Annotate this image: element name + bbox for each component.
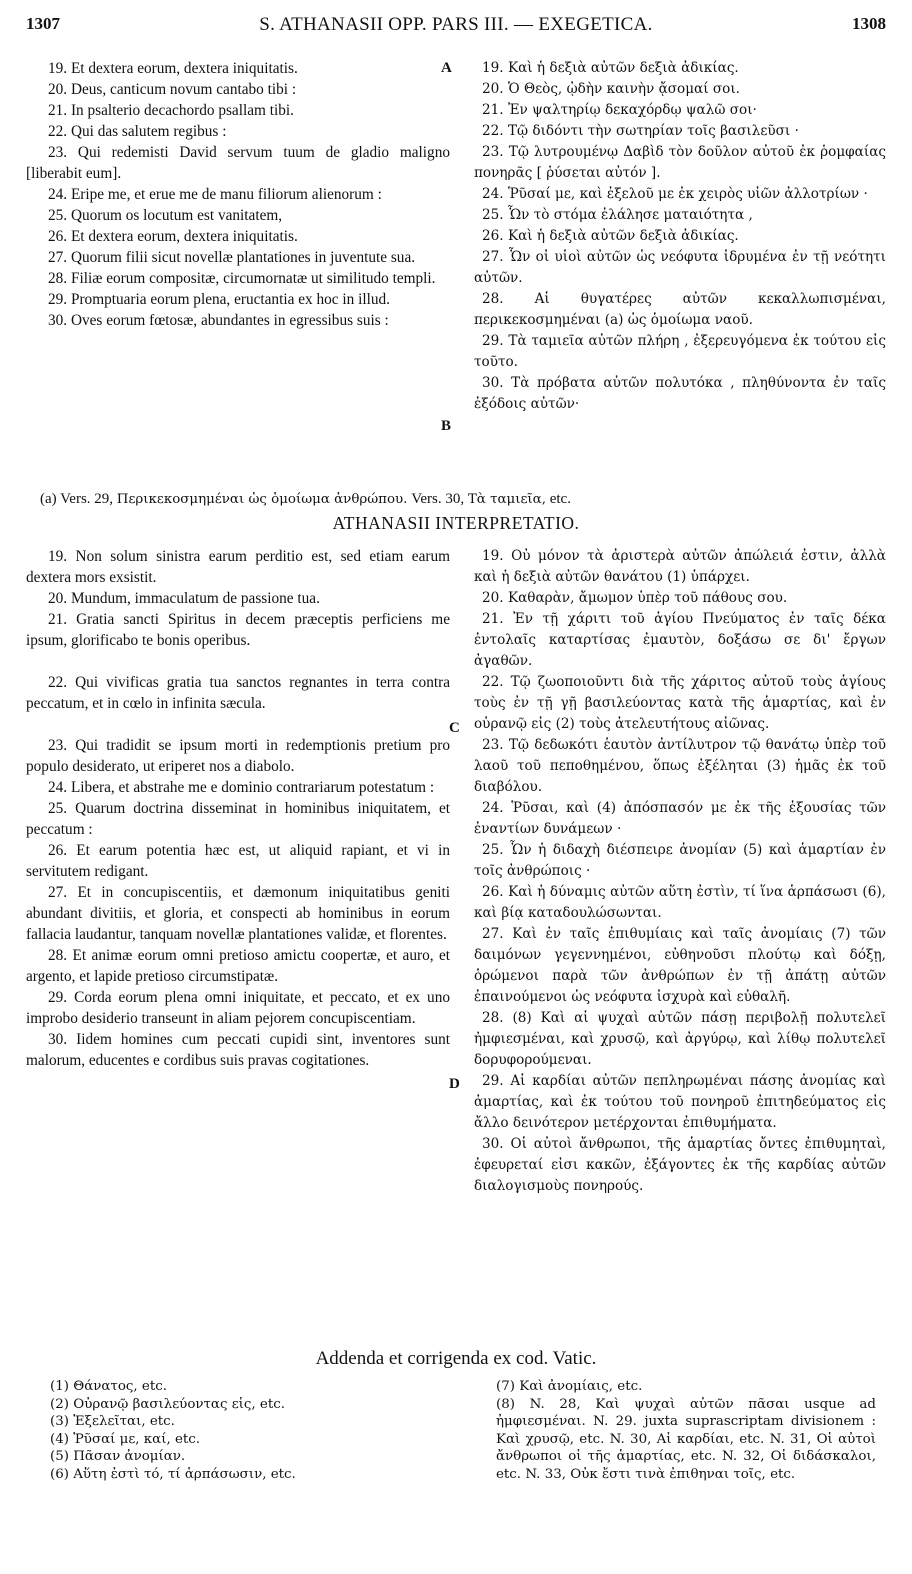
greek-verse-24: 24. Ῥῦσαί με, καὶ ἐξελοῦ με ἐκ χειρὸς υἱῶν ἀλλοτρίων ·	[482, 186, 868, 202]
latin-verse-30: 30. Oves eorum fœtosæ, abundantes in egressibus suis :	[48, 312, 389, 329]
addenda-note-2: (2) Οὐρανῷ βασιλεύοντας εἰς, etc.	[50, 1396, 285, 1412]
addenda-section	[50, 1378, 886, 1483]
greek-verse-21: 21. Ἐν ψαλτηρίῳ δεκαχόρδῳ ψαλῶ σοι·	[482, 102, 757, 118]
addenda-note-8: (8) N. 28, Καὶ ψυχαὶ αὐτῶν πᾶσαι usque ad ἠμφιεσμέναι. N. 29. juxta suprascriptam divisionem : Καὶ χρυσῷ, etc. N. 30, Αἱ καρδίαι, etc. N. 31, Οἱ αὐτοὶ ἄνθρωποι οἱ τῆς ἁμαρτίας, etc. N. 32, Οἱ διδάσκαλοι, etc. N. 33, Οὐκ ἔστι τινὰ ἐπιθηναι τοῖς, etc.	[496, 1396, 876, 1482]
footnote-a-greek-1: Περικεκοσμημέναι ὡς ὁμοίωμα ἀνθρώπου.	[116, 492, 408, 507]
footnote-a	[40, 489, 886, 510]
greek-column	[474, 58, 886, 415]
latin-verse-26: 26. Et dextera eorum, dextera iniquitatis.	[48, 228, 298, 245]
footnote-a-mid: Vers. 30,	[411, 491, 465, 507]
interp-latin-29: 29. Corda eorum plena omni iniquitate, et peccato, et ex uno improbo desiderio transeunt in aliam pejorem concupiscentiam.	[26, 989, 450, 1027]
page-header	[26, 14, 886, 40]
margin-letter-c: C	[449, 720, 460, 736]
greek-verse-23: 23. Τῷ λυτρουμένῳ Δαβὶδ τὸν δοῦλον αὐτοῦ ἐκ ῥομφαίας πονηρᾶς [ ῥύσεται αὐτόν ].	[474, 144, 886, 181]
interp-latin-19: 19. Non solum sinistra earum perditio est, sed etiam earum dextera mors exsistit.	[26, 548, 450, 586]
latin-verse-28: 28. Filiæ eorum compositæ, circumornatæ ut similitudo templi.	[48, 270, 436, 287]
addenda-left-column	[50, 1378, 462, 1483]
latin-verse-25: 25. Quorum os locutum est vanitatem,	[48, 207, 283, 224]
interp-latin-27: 27. Et in concupiscentiis, et dæmonum iniquitatibus geniti abundant divitiis, et gloria, et conspecti ab hominibus in eorum fallacia laudantur, tanquam novellæ plantationes validæ, et florentes.	[26, 884, 450, 943]
addenda-note-5: (5) Πᾶσαν ἀνομίαν.	[50, 1449, 186, 1464]
addenda-right-column	[496, 1378, 876, 1483]
interp-greek-29: 29. Αἱ καρδίαι αὐτῶν πεπληρωμέναι πάσης ἀνομίας καὶ ἁμαρτίας, καὶ ἐκ τούτου τοῦ πονηροῦ ἐπιτηδεύματος εἰς ἄλλο δεινότερον μετέρχονται ἐπιθυμήματα.	[474, 1073, 886, 1131]
greek-verse-19: 19. Καὶ ἡ δεξιὰ αὐτῶν δεξιὰ ἀδικίας.	[482, 60, 739, 76]
interp-latin-21: 21. Gratia sancti Spiritus in decem præceptis perficiens me ipsum, glorificabo te bonis operibus.	[26, 611, 450, 649]
interp-greek-24: 24. Ῥῦσαι, καὶ (4) ἀπόσπασόν με ἐκ τῆς ἐξουσίας τῶν ἐναντίων δυνάμεων ·	[474, 800, 886, 837]
footnote-a-greek-2: Τὰ ταμιεῖα,	[467, 492, 546, 507]
interp-greek-21: 21. Ἐν τῇ χάριτι τοῦ ἁγίου Πνεύματος ἐν ταῖς δέκα ἐντολαῖς καταρτίσας ἐμαυτὸν, δοξάσω σε δι' ἔργων ἀγαθῶν.	[474, 611, 886, 669]
interp-greek-20: 20. Καθαρὰν, ἄμωμον ὑπὲρ τοῦ πάθους σου.	[482, 590, 788, 606]
latin-verse-23: 23. Qui redemisti David servum tuum de gladio maligno [liberabit eum].	[26, 144, 450, 182]
greek-verse-25: 25. Ὧν τὸ στόμα ἐλάλησε ματαιότητα ,	[482, 207, 753, 223]
greek-verse-30: 30. Τὰ πρόβατα αὐτῶν πολυτόκα , πληθύνοντα ἐν ταῖς ἐξόδοις αὐτῶν·	[474, 375, 886, 412]
interp-latin-22: 22. Qui vivificas gratia tua sanctos regnantes in terra contra peccatum, et in cœlo in infinita sæcula.	[26, 674, 450, 712]
page-number-left: 1307	[26, 14, 60, 33]
greek-verse-26: 26. Καὶ ἡ δεξιὰ αὐτῶν δεξιὰ ἀδικίας.	[482, 228, 739, 244]
interpretatio-latin-column	[26, 546, 450, 1197]
interp-latin-23: 23. Qui tradidit se ipsum morti in redemptionis pretium pro populo desiderato, ut eriperet nos a diabolo.	[26, 737, 450, 775]
interp-greek-27: 27. Καὶ ἐν ταῖς ἐπιθυμίαις καὶ ταῖς ἀνομίαις (7) τῶν δαιμόνων γεγεννημένοι, εὐθηνοῦσι πλούτῳ καὶ δόξῃ, ὁρώμενοι παρὰ τῶν ἀνθρώπων ἐν τῇ ἀπάτῃ αὐτῶν ἐπαινούμενοι ὡς νεόφυτα ἰσχυρὰ καὶ εὐθαλῆ.	[474, 926, 886, 1005]
interp-greek-23: 23. Τῷ δεδωκότι ἑαυτὸν ἀντίλυτρον τῷ θανάτῳ ὑπὲρ τοῦ λαοῦ τοῦ πεποθημένου, ὅπως ἐξέληται (3) ἡμᾶς ἐκ τοῦ διαβόλου.	[474, 737, 886, 795]
latin-verse-29: 29. Promptuaria eorum plena, eructantia ex hoc in illud.	[48, 291, 390, 308]
interp-greek-26: 26. Καὶ ἡ δύναμις αὐτῶν αὕτη ἐστὶν, τί ἵνα ἁρπάσωσι (6), καὶ βίᾳ καταδουλώσωνται.	[474, 884, 886, 921]
interp-latin-30: 30. Iidem homines cum peccati cupidi sint, inventores sunt malorum, educentes e cordibus suis pravas cogitationes.	[26, 1031, 450, 1069]
latin-verse-22: 22. Qui das salutem regibus :	[48, 123, 227, 140]
interpretatio-title: ATHANASII INTERPRETATIO.	[332, 513, 580, 533]
running-title: S. ATHANASII OPP. PARS III. — EXEGETICA.	[259, 14, 653, 35]
greek-verse-22: 22. Τῷ διδόντι τὴν σωτηρίαν τοῖς βασιλεῦσι ·	[482, 123, 799, 139]
addenda-note-6: (6) Αὕτη ἐστὶ τό, τί ἁρπάσωσιν, etc.	[50, 1466, 296, 1482]
interpretatio-section	[26, 546, 886, 1197]
footnote-a-prefix: (a) Vers. 29,	[40, 491, 114, 507]
interp-greek-19: 19. Οὐ μόνον τὰ ἀριστερὰ αὐτῶν ἀπώλειά ἐστιν, ἀλλὰ καὶ ἡ δεξιὰ αὐτῶν θανάτου (1) ὑπάρχει.	[474, 548, 886, 585]
latin-column	[26, 58, 450, 415]
latin-verse-19: 19. Et dextera eorum, dextera iniquitatis.	[48, 60, 298, 77]
addenda-note-4: (4) Ῥῦσαί με, καί, etc.	[50, 1431, 201, 1447]
addenda-title: Addenda et corrigenda ex cod. Vatic.	[315, 1348, 597, 1369]
latin-verse-24: 24. Eripe me, et erue me de manu filiorum alienorum :	[48, 186, 382, 203]
interp-latin-28: 28. Et animæ eorum omni pretioso amictu coopertæ, et auro, et argento, et lapide pretioso circumstipatæ.	[26, 947, 450, 985]
addenda-note-1: (1) Θάνατος, etc.	[50, 1379, 167, 1394]
page-number-right: 1308	[852, 14, 886, 33]
latin-verse-20: 20. Deus, canticum novum cantabo tibi :	[48, 81, 297, 98]
psalm-section	[26, 58, 886, 415]
interp-greek-25: 25. Ὧν ἡ διδαχὴ διέσπειρε ἀνομίαν (5) καὶ ἁμαρτίαν ἐν τοῖς ἀνθρώποις ·	[474, 842, 886, 879]
addenda-note-7: (7) Καὶ ἀνομίαις, etc.	[496, 1379, 643, 1394]
interp-latin-26: 26. Et earum potentia hæc est, ut aliquid rapiant, et vi in servitutem redigant.	[26, 842, 450, 880]
addenda-note-3: (3) Ἐξελεῖται, etc.	[50, 1414, 175, 1429]
interp-latin-25: 25. Quarum doctrina disseminat in hominibus iniquitatem, et peccatum :	[26, 800, 450, 838]
interp-latin-24: 24. Libera, et abstrahe me e dominio contrariarum potestatum :	[48, 779, 435, 796]
interp-greek-30: 30. Οἱ αὐτοὶ ἄνθρωποι, τῆς ἁμαρτίας ὄντες ἐπιθυμηταὶ, ἐφευρεταί εἰσι κακῶν, ἐξάγοντες ἐκ τῆς καρδίας αὐτῶν διαλογισμοὺς πονηρούς.	[474, 1136, 886, 1194]
margin-letter-a: A	[441, 60, 452, 76]
latin-verse-27: 27. Quorum filii sicut novellæ plantationes in juventute sua.	[48, 249, 416, 266]
margin-letter-b: B	[441, 418, 452, 434]
interp-latin-20: 20. Mundum, immaculatum de passione tua.	[48, 590, 320, 607]
interp-greek-28: 28. (8) Καὶ αἱ ψυχαὶ αὐτῶν πάσῃ περιβολῇ πολυτελεῖ ἠμφιεσμέναι, καὶ χρυσῷ, καὶ ἀργύρῳ, καὶ λίθῳ πολυτελεῖ δορυφορούμεναι.	[474, 1010, 886, 1068]
margin-letter-d: D	[449, 1076, 460, 1092]
interpretatio-greek-column	[474, 546, 886, 1197]
greek-verse-28: 28. Αἱ θυγατέρες αὐτῶν κεκαλλωπισμέναι, περικεκοσμημέναι (a) ὡς ὁμοίωμα ναοῦ.	[474, 291, 886, 328]
greek-verse-20: 20. Ὁ Θεὸς, ᾠδὴν καινὴν ᾄσομαί σοι.	[482, 81, 740, 97]
footnote-a-suffix: etc.	[549, 491, 571, 507]
greek-verse-29: 29. Τὰ ταμιεῖα αὐτῶν πλήρη , ἐξερευγόμενα ἐκ τούτου εἰς τοῦτο.	[474, 333, 886, 370]
interp-greek-22: 22. Τῷ ζωοποιοῦντι διὰ τῆς χάριτος αὐτοῦ τοὺς ἁγίους τοὺς ἐν τῇ γῇ βασιλεύοντας κατὰ τῆς ἁμαρτίας, καὶ ἐν οὐρανῷ εἰς (2) τοὺς ἀτελευτήτους αἰῶνας.	[474, 674, 886, 732]
greek-verse-27: 27. Ὧν οἱ υἱοὶ αὐτῶν ὡς νεόφυτα ἱδρυμένα ἐν τῇ νεότητι αὐτῶν.	[474, 249, 886, 286]
latin-verse-21: 21. In psalterio decachordo psallam tibi.	[48, 102, 294, 119]
